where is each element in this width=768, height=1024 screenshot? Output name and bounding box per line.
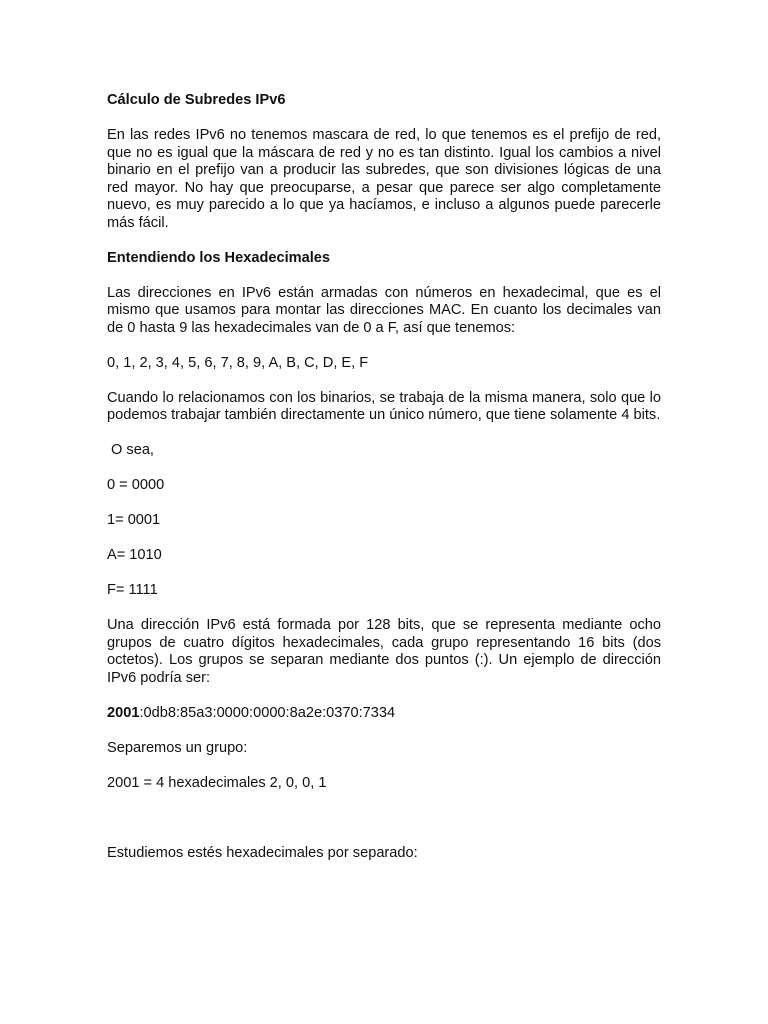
example-line: A= 1010 [107,547,162,563]
address-first-group: 2001 [107,704,140,721]
study-line: Estudiemos estés hexadecimales por separado: [107,844,418,861]
binary-paragraph: Cuando lo relacionamos con los binarios, se trabaja de la misma manera, solo que lo podemos trabajar también directamente un único número, que tiene solamente 4 bits. [107,389,661,423]
hex-paragraph: Las direcciones en IPv6 están armadas con números en hexadecimal, que es el mismo que usamos para montar las direcciones MAC. En cuanto los decimales van de 0 hasta 9 las hexadecimales van de 0 a F, así que tenemos: [107,284,661,336]
address-paragraph: Una dirección IPv6 está formada por 128 bits, que se representa mediante ocho grupos de cuatro dígitos hexadecimales, cada grupo representando 16 bits (dos octetos). Los grupos se separan mediante dos puntos (:). Un ejemplo de dirección IPv6 podría ser: [107,617,661,686]
address-remaining-groups: :0db8:85a3:0000:0000:8a2e:0370:7334 [139,704,396,721]
intro-paragraph: En las redes IPv6 no tenemos mascara de red, lo que tenemos es el prefijo de red, que no es igual que la máscara de red y no es tan distinto. Igual los cambios a nivel binario en el prefijo van a producir las subredes, que son divisiones lógicas de una red mayor. No hay que preocuparse, a pesar que parece ser algo completamente nuevo, es muy parecido a lo que ya hacíamos, e incluso a algunos puede parecerle más fácil. [107,127,661,231]
hex-digits-line: 0, 1, 2, 3, 4, 5, 6, 7, 8, 9, A, B, C, D, E, F [107,354,369,371]
group-breakdown-line: 2001 = 4 hexadecimales 2, 0, 0, 1 [107,774,327,791]
document-page [107,92,661,880]
example-line: F= 1111 [107,582,158,598]
blank-space [107,810,661,845]
example-line: 1= 0001 [107,512,161,528]
document-title: Cálculo de Subredes IPv6 [107,92,286,108]
separate-group-line: Separemos un grupo: [107,739,248,756]
example-line: 0 = 0000 [107,477,165,493]
ipv6-example-address [107,705,661,723]
section-heading: Entendiendo los Hexadecimales [107,249,331,266]
o-sea-line: O sea, [111,442,154,458]
